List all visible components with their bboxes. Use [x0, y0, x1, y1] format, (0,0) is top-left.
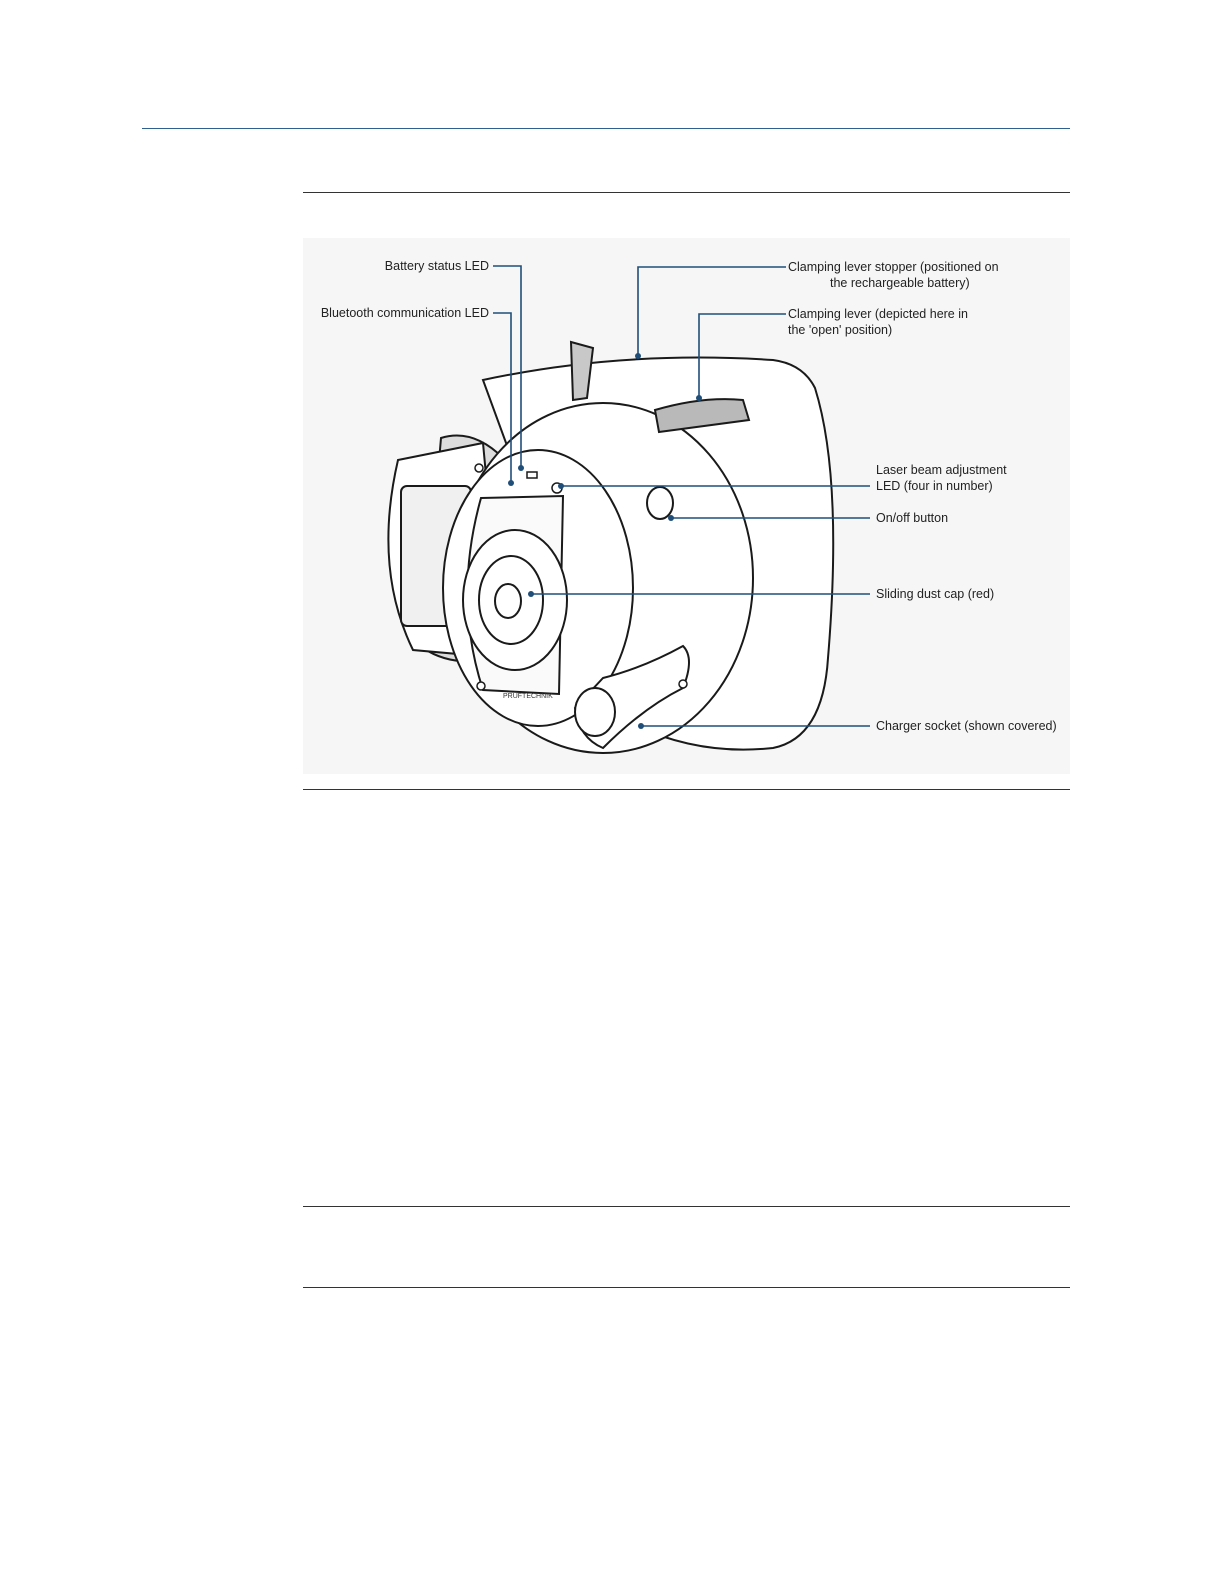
callout-stopper-line1: Clamping lever stopper (positioned on — [788, 260, 999, 274]
logo-text: PRÜFTECHNIK — [503, 693, 553, 700]
hole-1 — [475, 464, 483, 472]
hole-3 — [679, 680, 687, 688]
callout-battery-status-led: Battery status LED — [384, 259, 489, 273]
section-rule-1 — [303, 1206, 1070, 1207]
figure-top-rule — [303, 192, 1070, 193]
callout-laser-line2: LED (four in number) — [876, 479, 993, 493]
section-rule-2 — [303, 1287, 1070, 1288]
callout-dust-cap: Sliding dust cap (red) — [876, 587, 995, 601]
callout-on-off: On/off button — [876, 511, 949, 525]
callout-bluetooth-led: Bluetooth communication LED — [320, 306, 489, 320]
callout-stopper-line2: the rechargeable battery) — [830, 276, 970, 290]
charger-socket-shape — [575, 688, 615, 736]
on-off-button-shape — [647, 487, 673, 519]
battery-led-shape — [527, 472, 537, 478]
callout-laser-line1: Laser beam adjustment — [876, 463, 1007, 477]
hole-2 — [477, 682, 485, 690]
lens-inner — [495, 584, 521, 618]
device-figure — [303, 238, 1070, 774]
callout-charger: Charger socket (shown covered) — [876, 719, 1057, 733]
figure-bottom-rule — [303, 789, 1070, 790]
callout-lever-line1: Clamping lever (depicted here in — [788, 307, 968, 321]
callout-lever-line2: the 'open' position) — [788, 323, 893, 337]
header-rule — [142, 128, 1070, 129]
